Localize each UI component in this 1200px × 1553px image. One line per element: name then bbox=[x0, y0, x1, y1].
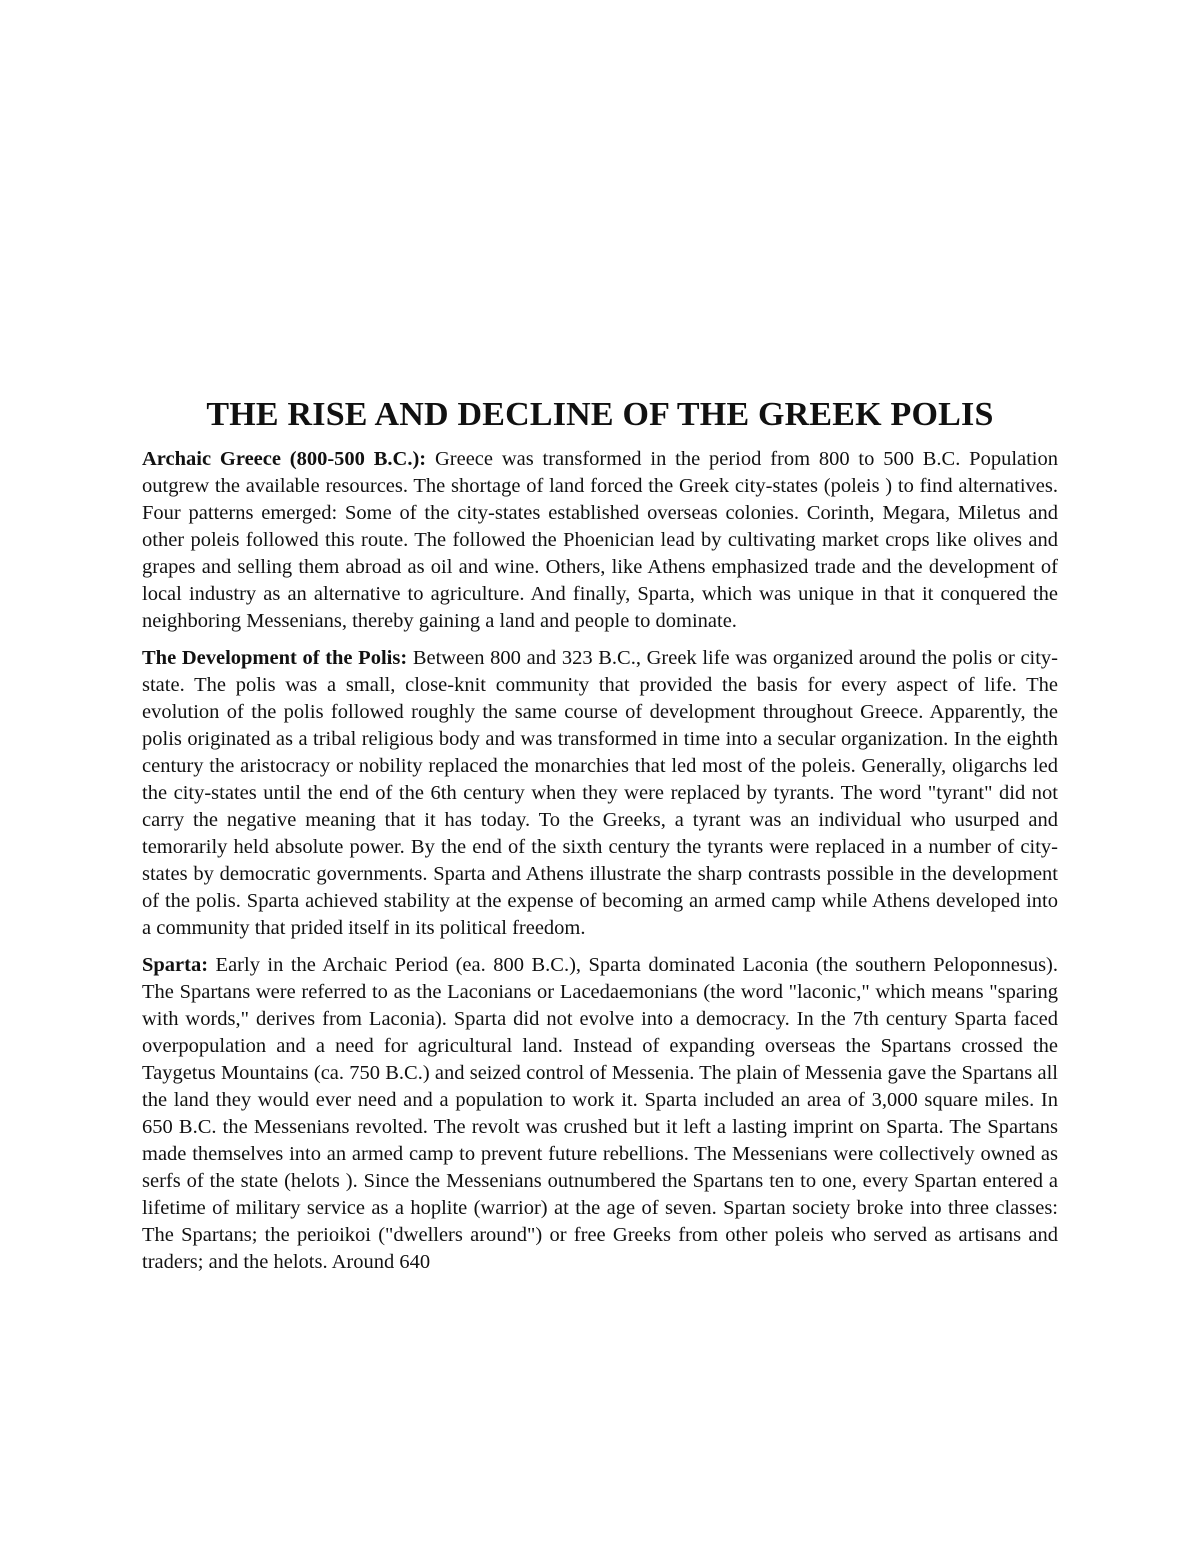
paragraph-heading: Archaic Greece (800-500 B.C.): bbox=[142, 448, 427, 470]
paragraph-heading: The Development of the Polis: bbox=[142, 647, 408, 669]
paragraph-archaic-greece bbox=[142, 446, 1058, 635]
document-body bbox=[142, 446, 1058, 1286]
paragraph-text: Greece was transformed in the period from 800 to 500 B.C. Population outgrew the available resources. The shortage of land forced the Greek city-states (poleis ) to find alternatives. Four patterns emerged: Some of the city-states established overseas colonies. Corinth, Megara, Miletus and other poleis followed this route. The followed the Phoenician lead by cultivating market crops like olives and grapes and selling them abroad as oil and wine. Others, like Athens emphasized trade and the development of local industry as an alternative to agriculture. And finally, Sparta, which was unique in that it conquered the neighboring Messenians, thereby gaining a land and people to dominate. bbox=[142, 448, 1059, 632]
paragraph-development-of-polis bbox=[142, 645, 1058, 942]
paragraph-text: Between 800 and 323 B.C., Greek life was organized around the polis or city-state. The polis was a small, close-knit community that provided the basis for every aspect of life. The evolution of the polis followed roughly the same course of development throughout Greece. Apparently, the polis originated as a tribal religious body and was transformed in time into a secular organization. In the eighth century the aristocracy or nobility replaced the monarchies that led most of the poleis. Generally, oligarchs led the city-states until the end of the 6th century when they were replaced by tyrants. The word "tyrant" did not carry the negative meaning that it has today. To the Greeks, a tyrant was an individual who usurped and temorarily held absolute power. By the end of the sixth century the tyrants were replaced in a number of city-states by democratic governments. Sparta and Athens illustrate the sharp contrasts possible in the development of the polis. Sparta achieved stability at the expense of becoming an armed camp while Athens developed into a community that prided itself in its political freedom. bbox=[142, 647, 1059, 939]
paragraph-heading: Sparta: bbox=[142, 954, 209, 976]
paragraph-sparta bbox=[142, 952, 1058, 1276]
document-title: THE RISE AND DECLINE OF THE GREEK POLIS bbox=[206, 396, 994, 433]
paragraph-text: Early in the Archaic Period (ea. 800 B.C.), Sparta dominated Laconia (the southern Peloponnesus). The Spartans were referred to as the Laconians or Lacedaemonians (the word "laconic," which means "sparing with words," derives from Laconia). Sparta did not evolve into a democracy. In the 7th century Sparta faced overpopulation and a need for agricultural land. Instead of expanding overseas the Spartans crossed the Taygetus Mountains (ca. 750 B.C.) and seized control of Messenia. The plain of Messenia gave the Spartans all the land they would ever need and a population to work it. Sparta included an area of 3,000 square miles. In 650 B.C. the Messenians revolted. The revolt was crushed but it left a lasting imprint on Sparta. The Spartans made themselves into an armed camp to prevent future rebellions. The Messenians were collectively owned as serfs of the state (helots ). Since the Messenians outnumbered the Spartans ten to one, every Spartan entered a lifetime of military service as a hoplite (warrior) at the age of seven. Spartan society broke into three classes: The Spartans; the perioikoi ("dwellers around") or free Greeks from other poleis who served as artisans and traders; and the helots. Around 640 bbox=[142, 954, 1059, 1273]
